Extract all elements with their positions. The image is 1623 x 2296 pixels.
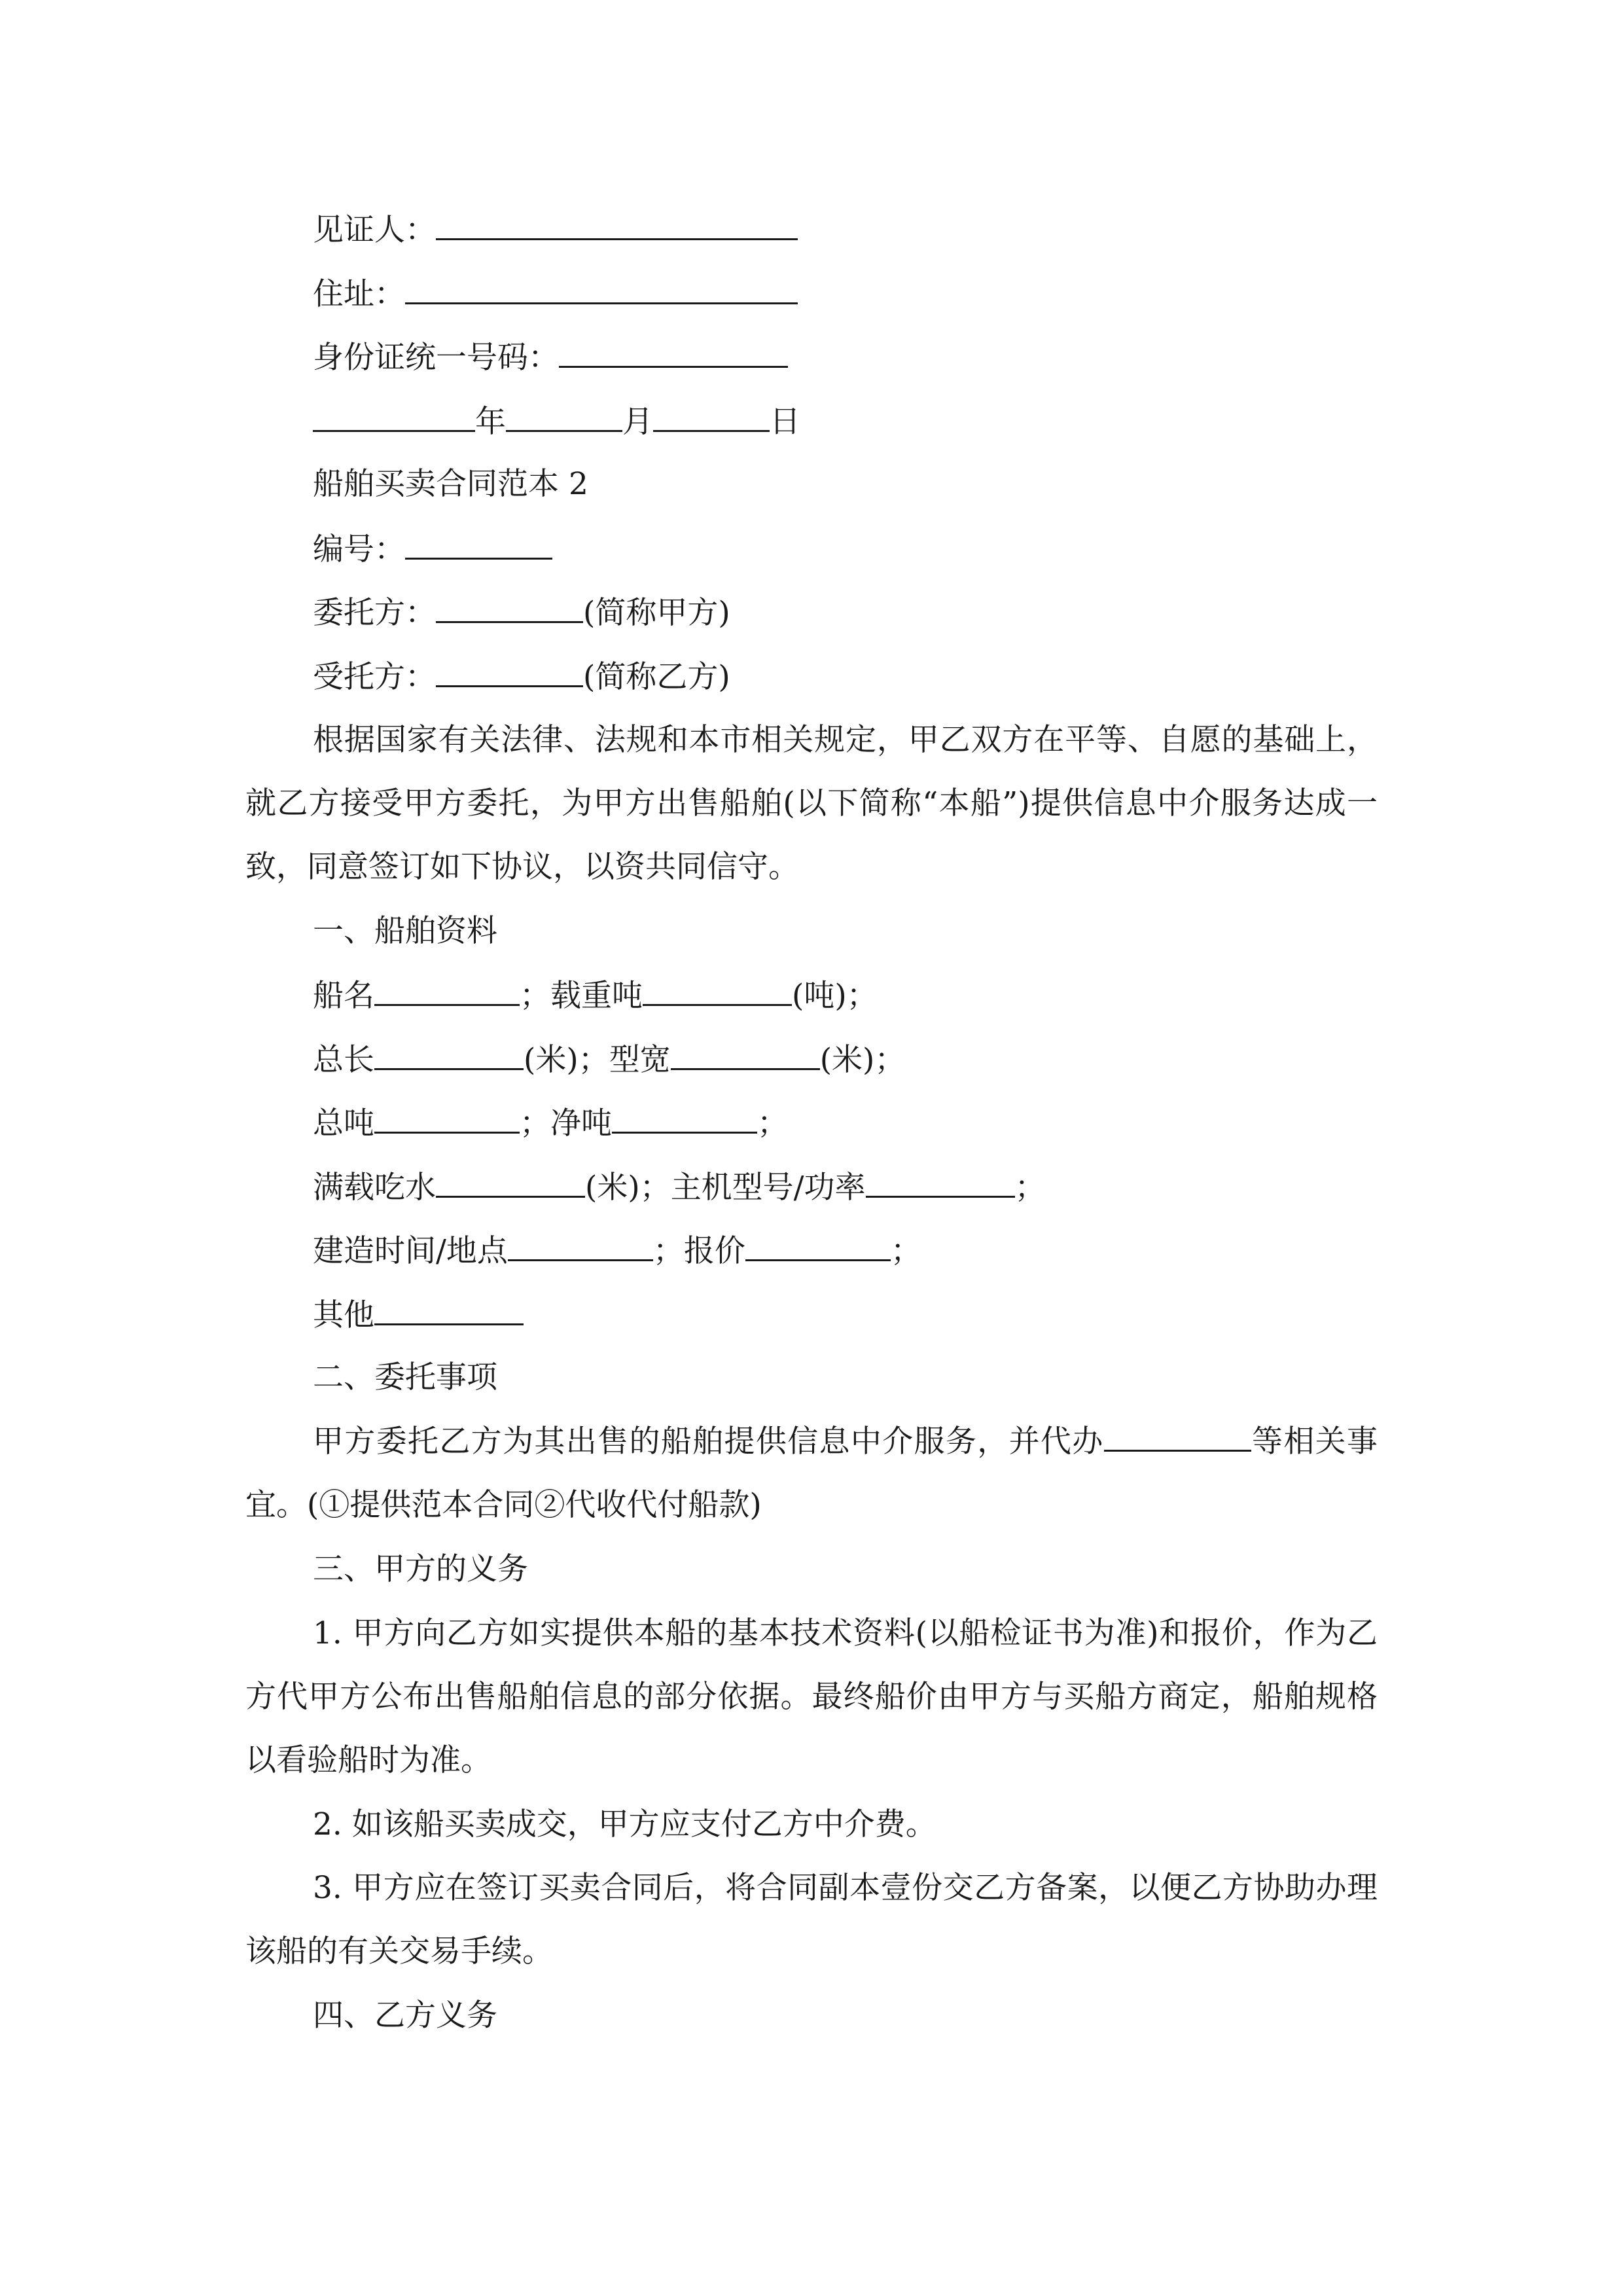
contract-number-blank — [405, 529, 552, 560]
other-label: 其他 — [313, 1297, 374, 1333]
section3-item-3: 3. 甲方应在签订买卖合同后，将合同副本壹份交乙方备案，以便乙方协助办理该船的有关交易手续。 — [245, 1870, 1378, 1969]
section2-text-after: 等相关事宜。(①提供范本合同②代收代付船款) — [245, 1424, 1378, 1523]
witness-address-label: 住址： — [313, 276, 405, 312]
separator: ； — [890, 1233, 921, 1269]
section2-blank — [1104, 1421, 1251, 1452]
principal-label: 委托方： — [313, 595, 436, 631]
principal-note: (简称甲方) — [583, 595, 730, 631]
section2-heading: 二、委托事项 — [313, 1359, 497, 1395]
beam-label: 型宽 — [609, 1042, 671, 1078]
witness-date-line — [313, 401, 800, 442]
section3-item-1: 1. 甲方向乙方如实提供本船的基本技术资料(以船检证书为准)和报价，作为乙方代甲方公布出售船舶信息的部分依据。最终船价由甲方与买船方商定，船舶规格以看验船时为准。 — [245, 1615, 1378, 1778]
price-label: 报价 — [683, 1233, 745, 1269]
contract-intro-paragraph: 根据国家有关法律、法规和本市相关规定，甲乙双方在平等、自愿的基础上，就乙方接受甲方委托，为甲方出售船舶(以下简称“本船”)提供信息中介服务达成一致，同意签订如下协议，以资共同信守。 — [245, 722, 1378, 885]
witness-id-blank — [559, 337, 788, 368]
section1-heading: 一、船舶资料 — [313, 913, 497, 949]
contract-title: 船舶买卖合同范本 2 — [313, 466, 588, 502]
deadweight-label: 载重吨 — [550, 978, 643, 1014]
net-ton-label: 净吨 — [550, 1105, 612, 1141]
principal-blank — [436, 592, 583, 623]
meter-unit: (米)； — [819, 1042, 906, 1078]
section3-heading: 三、甲方的义务 — [313, 1551, 528, 1587]
witness-address-blank — [405, 274, 798, 304]
engine-label: 主机型号/功率 — [670, 1170, 866, 1206]
ship-name-line — [313, 975, 878, 1016]
separator: ； — [652, 1233, 684, 1269]
witness-id-line — [313, 337, 788, 378]
date-month-label: 月 — [622, 404, 653, 440]
witness-address-line — [313, 274, 798, 314]
separator: ； — [520, 1105, 550, 1141]
other-blank — [374, 1295, 524, 1325]
draft-engine-line — [313, 1167, 1046, 1208]
gross-ton-blank — [374, 1103, 520, 1134]
length-label: 总长 — [313, 1042, 374, 1078]
witness-id-label: 身份证统一号码： — [313, 340, 559, 376]
engine-blank — [866, 1167, 1015, 1198]
principal-line — [313, 592, 730, 633]
length-line — [313, 1039, 905, 1080]
ship-name-blank — [374, 975, 520, 1006]
gross-ton-label: 总吨 — [313, 1105, 374, 1141]
witness-name-blank — [436, 209, 798, 240]
agent-note: (简称乙方) — [583, 659, 730, 695]
date-year-label: 年 — [475, 404, 506, 440]
price-blank — [745, 1230, 891, 1261]
date-month-blank — [506, 401, 622, 432]
ton-unit: (吨)； — [792, 978, 878, 1014]
agent-blank — [436, 656, 583, 687]
build-price-line — [313, 1230, 921, 1271]
separator: ； — [1014, 1170, 1046, 1206]
meter-unit: (米)； — [585, 1170, 671, 1206]
other-line — [313, 1295, 524, 1335]
separator: ； — [520, 978, 550, 1014]
contract-number-line — [313, 529, 552, 569]
meter-unit: (米)； — [524, 1042, 609, 1078]
tonnage-line — [313, 1103, 788, 1143]
build-blank — [508, 1230, 653, 1261]
build-label: 建造时间/地点 — [313, 1233, 508, 1269]
agent-label: 受托方： — [313, 659, 436, 695]
draft-label: 满载吃水 — [313, 1170, 436, 1206]
separator: ； — [757, 1105, 788, 1141]
date-day-label: 日 — [770, 404, 800, 440]
date-year-blank — [313, 401, 475, 432]
date-day-blank — [653, 401, 770, 432]
ship-name-label: 船名 — [313, 978, 374, 1014]
witness-name-line — [313, 209, 798, 250]
witness-name-label: 见证人： — [313, 212, 436, 248]
deadweight-blank — [643, 975, 792, 1006]
section3-item-2: 2. 如该船买卖成交，甲方应支付乙方中介费。 — [313, 1806, 936, 1842]
draft-blank — [436, 1167, 585, 1198]
section2-paragraph — [245, 1410, 1378, 1537]
beam-blank — [671, 1039, 820, 1070]
section2-text-before: 甲方委托乙方为其出售的船舶提供信息中介服务，并代办 — [313, 1424, 1104, 1460]
length-blank — [374, 1039, 524, 1070]
section4-heading: 四、乙方义务 — [313, 1998, 497, 2034]
net-ton-blank — [612, 1103, 757, 1134]
contract-number-label: 编号： — [313, 531, 405, 567]
agent-line — [313, 656, 730, 697]
